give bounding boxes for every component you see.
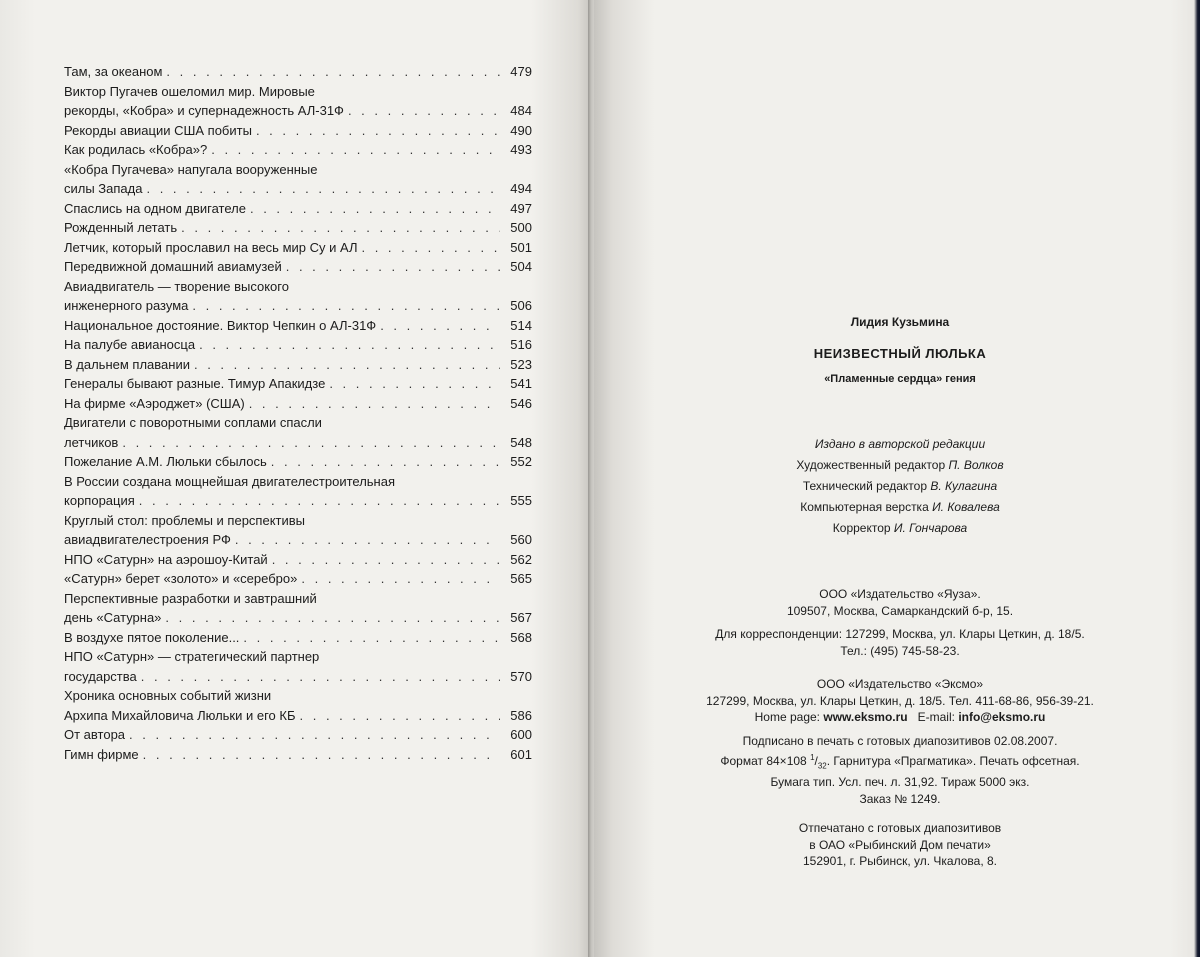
toc-page-number: 546 [510,395,532,411]
publisher-web [640,709,1160,726]
toc-dot-leader [329,374,500,394]
toc-entry-title: Виктор Пугачев ошеломил мир. Мировые [64,83,315,99]
toc-page-number: 504 [510,259,532,274]
toc-entry [64,121,532,141]
toc-line [64,686,532,706]
toc-dot-leader [235,530,500,550]
toc-dot-leader [243,628,500,648]
toc-entry [64,589,532,628]
toc-entry [64,745,532,765]
toc-page-number: 493 [510,142,532,157]
author-name: Лидия Кузьмина [850,315,950,329]
toc-entry [64,316,532,336]
toc-line [64,413,532,433]
order-number: Заказ № 1249. [859,791,941,806]
toc-entry-title: инженерного разума [64,298,189,313]
toc-line [64,140,532,160]
credit-name: П. Волков [948,458,1004,472]
email-address: info@eksmo.ru [958,710,1046,724]
toc-entry-title: день «Сатурна» [64,610,162,625]
toc-line [64,589,532,609]
toc-entry [64,277,532,316]
toc-entry-title: Авиадвигатель — творение высокого [64,278,289,294]
credit-layout [640,497,1160,518]
toc-dot-leader [194,355,500,375]
toc-dot-leader [348,101,500,121]
toc-entry [64,218,532,238]
toc-entry [64,569,532,589]
toc-line [64,257,532,277]
toc-line [64,647,532,667]
book-title: НЕИЗВЕСТНЫЙ ЛЮЛЬКА [813,346,987,361]
credit-name: В. Кулагина [930,479,998,493]
toc-page-number: 600 [510,727,532,742]
toc-line [64,160,532,180]
toc-entry [64,160,532,199]
toc-dot-leader [146,179,500,199]
toc-line [64,491,532,511]
toc-line [64,238,532,258]
publisher-yauza [640,586,1160,619]
correspondence-address: Для корреспонденции: 127299, Москва, ул. Клары Цеткин, д. 18/5. [715,627,1085,641]
toc-page-number: 484 [510,103,532,118]
toc-page-number: 514 [510,317,532,333]
toc-dot-leader [129,725,500,745]
format-rest: . Гарнитура «Прагматика». Печать офсетная. [826,753,1080,768]
toc-line [64,433,532,453]
toc-entry-title: Передвижной домашний авиамузей [64,259,282,274]
publisher-address: 127299, Москва, ул. Клары Цеткин, д. 18/5. Тел. 411-68-86, 956-39-21. [706,693,1094,708]
toc-entry [64,550,532,570]
format-numerator: 1 [810,752,815,762]
toc-entry-title: Как родилась «Кобра»? [64,142,208,157]
toc-dot-leader [380,316,500,336]
toc-entry-title: НПО «Сатурн» на аэрошоу-Китай [64,551,268,567]
toc-line [64,530,532,550]
toc-page-number: 506 [510,298,532,313]
toc-line [64,374,532,394]
toc-entry-title: НПО «Сатурн» — стратегический партнер [64,649,320,664]
toc-entry-title: Генералы бывают разные. Тимур Апакидзе [64,376,326,391]
toc-entry [64,140,532,160]
toc-line [64,569,532,589]
toc-dot-leader [199,335,500,355]
toc-dot-leader [361,238,500,258]
toc-dot-leader [301,569,500,589]
toc-entry [64,238,532,258]
toc-entry-title: Круглый стол: проблемы и перспективы [64,512,305,528]
toc-entry-title: В дальнем плавании [64,356,190,372]
publisher-address: 109507, Москва, Самаркандский б-р, 15. [786,603,1014,618]
toc-dot-leader [139,491,500,511]
credit-role: Корректор [832,521,891,535]
toc-entry [64,82,532,121]
toc-entry-title: Национальное достояние. Виктор Чепкин о АЛ-31Ф [64,317,377,333]
toc-entry [64,394,532,414]
credit-art-editor [640,455,1160,476]
credit-tech-editor [640,476,1160,497]
toc-line [64,745,532,765]
toc-entry-title: На палубе авианосца [64,337,196,352]
toc-entry-title: силы Запада [64,181,143,196]
toc-entry-title: На фирме «Аэроджет» (США) [64,395,245,411]
toc-page-number: 565 [510,571,532,586]
signed-to-print: Подписано в печать с готовых диапозитивов 02.08.2007. [742,734,1058,748]
toc-entry-title: В России создана мощнейшая двигателестроительная [64,473,395,489]
toc-entry-title: Хроника основных событий жизни [64,688,272,703]
toc-dot-leader [211,140,500,160]
toc-entry-title: рекорды, «Кобра» и супернадежность АЛ-31Ф [64,103,344,118]
toc-page-number: 601 [510,746,532,762]
toc-entry [64,472,532,511]
toc-line [64,628,532,648]
toc-line [64,277,532,297]
credit-role: Компьютерная верстка [800,500,929,514]
toc-line [64,179,532,199]
editorial-credits [640,434,1160,539]
toc-line [64,199,532,219]
toc-entry [64,511,532,550]
toc-dot-leader [143,745,500,765]
toc-line [64,316,532,336]
format-text: Формат 84×108 [720,753,807,768]
toc-dot-leader [272,550,500,570]
toc-line [64,218,532,238]
paper-line: Бумага тип. Усл. печ. л. 31,92. Тираж 5000 экз. [770,775,1030,790]
toc-page-number: 562 [510,551,532,567]
toc-line [64,725,532,745]
toc-page-number: 490 [510,122,532,138]
toc-entry [64,374,532,394]
toc-line [64,121,532,141]
toc-entry-title: Спаслись на одном двигателе [64,200,246,216]
toc-page-number: 548 [510,434,532,450]
toc-line [64,452,532,472]
toc-line [64,101,532,121]
toc-entry [64,335,532,355]
toc-entry-title: Перспективные разработки и завтрашний [64,590,317,606]
toc-dot-leader [192,296,500,316]
toc-dot-leader [166,62,500,82]
toc-entry [64,452,532,472]
table-of-contents [64,62,532,764]
toc-entry-title: В воздухе пятое поколение... [64,629,240,645]
toc-page-number: 523 [510,356,532,372]
printer-line-2: в ОАО «Рыбинский Дом печати» [809,837,991,852]
toc-line [64,511,532,531]
toc-page-number: 560 [510,532,532,547]
toc-entry-title: Пожелание А.М. Люльки сбылось [64,454,267,469]
edition-note: Издано в авторской редакции [814,437,986,451]
toc-entry-title: Архипа Михайловича Люльки и его КБ [64,707,296,723]
format-denominator: 32 [817,760,827,770]
credit-proofreader [640,518,1160,539]
toc-line [64,667,532,687]
toc-dot-leader [141,667,500,687]
home-page-url: www.eksmo.ru [823,710,908,724]
correspondence-info [640,626,1160,659]
toc-line [64,706,532,726]
toc-page-number: 552 [510,454,532,469]
publisher-name: ООО «Издательство «Эксмо» [816,677,984,691]
toc-dot-leader [181,218,500,238]
toc-dot-leader [250,199,500,219]
toc-page-number: 555 [510,493,532,508]
toc-entry-title: корпорация [64,493,135,508]
toc-line [64,355,532,375]
printer-info [640,820,1160,870]
format-line: Формат 84×108 $^1/_{32}$. Гарнитура «Прагматика». Печать офсетная. [720,752,1080,770]
toc-page-number: 494 [510,181,532,196]
credit-name: И. Гончарова [893,521,968,535]
toc-entry [64,647,532,686]
printer-line-1: Отпечатано с готовых диапозитивов [798,821,1002,835]
toc-line [64,550,532,570]
toc-entry [64,257,532,277]
toc-dot-leader [286,257,500,277]
toc-entry-title: Там, за океаном [64,64,163,79]
toc-line [64,82,532,102]
credit-role: Технический редактор [802,479,928,493]
email-label: E-mail: [917,710,955,724]
print-details [640,733,1160,807]
toc-dot-leader [165,608,500,628]
toc-entry [64,62,532,82]
toc-dot-leader [256,121,500,141]
toc-entry-title: От автора [64,727,126,742]
toc-entry [64,355,532,375]
credit-role: Художественный редактор [796,458,946,472]
toc-entry-title: «Кобра Пугачева» напугала вооруженные [64,161,318,177]
toc-line [64,62,532,82]
toc-page-number: 586 [510,707,532,723]
toc-entry-title: Гимн фирме [64,746,139,762]
toc-page-number: 570 [510,668,532,684]
left-page [0,0,590,957]
toc-entry [64,413,532,452]
toc-line [64,335,532,355]
toc-line [64,394,532,414]
publisher-eksmo [640,676,1160,726]
toc-line [64,608,532,628]
home-page-label: Home page: [754,710,821,724]
correspondence-phone: Тел.: (495) 745-58-23. [840,643,960,658]
book-subtitle: «Пламенные сердца» гения [824,373,976,385]
toc-page-number: 497 [510,200,532,216]
toc-entry-title: летчиков [64,434,119,450]
toc-page-number: 568 [510,629,532,645]
toc-entry [64,628,532,648]
toc-entry [64,725,532,745]
toc-dot-leader [249,394,500,414]
toc-page-number: 567 [510,610,532,625]
printer-line-3: 152901, г. Рыбинск, ул. Чкалова, 8. [802,854,998,868]
toc-entry [64,199,532,219]
toc-page-number: 479 [510,64,532,79]
toc-entry-title: авиадвигателестроения РФ [64,532,231,547]
toc-page-number: 541 [510,376,532,391]
toc-entry-title: Двигатели с поворотными соплами спасли [64,415,322,430]
toc-page-number: 516 [510,337,532,352]
toc-line [64,296,532,316]
toc-entry-title: государства [64,668,137,684]
toc-dot-leader [300,706,501,726]
right-edge-border [1194,0,1200,957]
publisher-name: ООО «Издательство «Яуза». [819,587,981,601]
toc-dot-leader [271,452,500,472]
credit-name: И. Ковалева [932,500,1000,514]
toc-entry-title: Летчик, который прославил на весь мир Су и АЛ [64,239,358,255]
toc-line [64,472,532,492]
toc-entry-title: Рекорды авиации США побиты [64,122,252,138]
toc-page-number: 500 [510,220,532,235]
toc-entry [64,686,532,725]
toc-dot-leader [122,433,500,453]
toc-entry-title: «Сатурн» берет «золото» и «серебро» [64,571,298,586]
toc-page-number: 501 [510,239,532,255]
toc-entry-title: Рожденный летать [64,220,178,235]
